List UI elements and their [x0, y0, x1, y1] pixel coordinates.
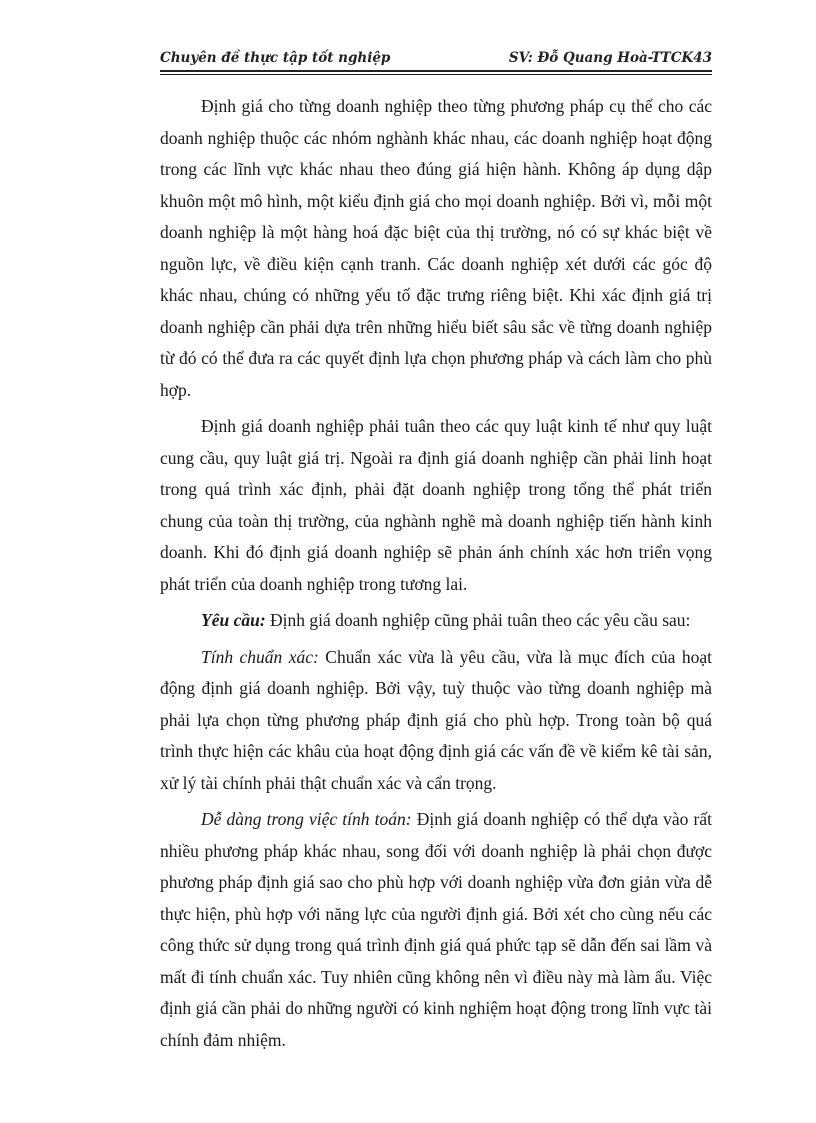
paragraph — [160, 411, 712, 600]
header-rule-thin — [160, 74, 712, 75]
header-left-title: Chuyên đề thực tập tốt nghiệp — [160, 50, 391, 66]
paragraph-lead-italic: Tính chuẩn xác: — [201, 646, 319, 667]
paragraph-lead-italic: Dễ dàng trong việc tính toán: — [201, 809, 412, 829]
paragraph-text: Chuẩn xác vừa là yêu cầu, vừa là mục đích của hoạt động định giá doanh nghiệp. Bởi vậy, tuỳ thuộc vào từng doanh nghiệp mà phải lựa chọn từng phương pháp định giá cho phù hợp. Trong toàn bộ quá trình thực hiện các khâu của hoạt động định giá các vấn đề về kiểm kê tài sản, xử lý tài chính phải thật chuẩn xác và cẩn trọng. — [160, 646, 712, 793]
paragraph — [160, 605, 712, 637]
paragraph — [160, 91, 712, 406]
paragraph — [160, 642, 712, 800]
paragraph-lead-bold: Yêu cầu: — [201, 610, 266, 630]
header-rule-thick — [160, 70, 712, 72]
paragraph — [160, 804, 712, 1056]
paragraph-text: Định giá cho từng doanh nghiệp theo từng phương pháp cụ thể cho các doanh nghiệp thuộc các nhóm nghành khác nhau, các doanh nghiệp hoạt động trong các lĩnh vực khác nhau theo đúng giá hiện hành. Không áp dụng dập khuôn một mô hình, một kiểu định giá cho mọi doanh nghiệp. Bởi vì, mỗi một doanh nghiệp là một hàng hoá đặc biệt của thị trường, nó có sự khác biệt về nguồn lực, về điều kiện cạnh tranh. Các doanh nghiệp xét dưới các góc độ khác nhau, chúng có những yếu tố đặc trưng riêng biệt. Khi xác định giá trị doanh nghiệp cần phải dựa trên những hiểu biết sâu sắc về từng doanh nghiệp từ đó có thể đưa ra các quyết định lựa chọn phương pháp và cách làm cho phù hợp. — [160, 96, 712, 400]
paragraph-text: Định giá doanh nghiệp phải tuân theo các quy luật kinh tế như quy luật cung cầu, quy luật giá trị. Ngoài ra định giá doanh nghiệp cần phải linh hoạt trong quá trình xác định, phải đặt doanh nghiệp trong tổng thể phát triển chung của toàn thị trường, của nghành nghề mà doanh nghiệp tiến hành kinh doanh. Khi đó định giá doanh nghiệp sẽ phản ánh chính xác hơn triển vọng phát triển của doanh nghiệp trong tương lai. — [160, 416, 712, 594]
header-right-author: SV: Đỗ Quang Hoà-TTCK43 — [508, 50, 712, 66]
paragraph-text: Định giá doanh nghiệp có thể dựa vào rất nhiều phương pháp khác nhau, song đối với doanh nghiệp là phải chọn được phương pháp định giá sao cho phù hợp với doanh nghiệp vừa đơn giản vừa dễ thực hiện, phù hợp với năng lực của người định giá. Bởi xét cho cùng nếu các công thức sử dụng trong quá trình định giá quá phức tạp sẽ dẫn đến sai lầm và mất đi tính chuẩn xác. Tuy nhiên cũng không nên vì điều này mà làm ẩu. Việc định giá cần phải do những người có kinh nghiệm hoạt động trong lĩnh vực tài chính đảm nhiệm. — [160, 809, 712, 1050]
document-body — [160, 91, 712, 1056]
page-header — [160, 50, 712, 68]
paragraph-text: Định giá doanh nghiệp cũng phải tuân theo các yêu cầu sau: — [265, 610, 691, 630]
